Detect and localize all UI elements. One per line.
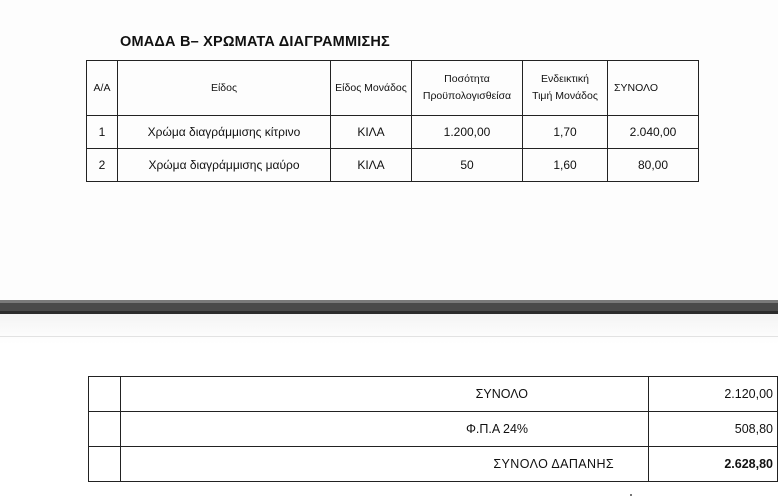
vat-value: 508,80 — [649, 412, 778, 447]
totals-table — [88, 376, 778, 482]
totals-row-grand-total — [89, 447, 778, 482]
row-unit-price: 1,60 — [523, 149, 608, 182]
row-total: 2.040,00 — [608, 116, 699, 149]
subtotal-value: 2.120,00 — [649, 377, 778, 412]
header-price-line2: Τιμή Μονάδος — [532, 90, 598, 102]
header-unit: Είδος Μονάδος — [331, 61, 412, 116]
row-unit: ΚΙΛΑ — [331, 149, 412, 182]
vat-label: Φ.Π.Α 24% — [120, 412, 648, 447]
header-quantity-line2: Προϋπολογισθείσα — [422, 90, 512, 102]
row-quantity: 1.200,00 — [412, 116, 523, 149]
totals-blank-cell — [89, 412, 121, 447]
totals-row-subtotal — [89, 377, 778, 412]
row-quantity: 50 — [412, 149, 523, 182]
header-price-line1: Ενδεικτική — [541, 73, 589, 85]
row-unit: ΚΙΛΑ — [331, 116, 412, 149]
table-header-row — [87, 61, 699, 116]
table-row — [87, 116, 699, 149]
scan-speck — [630, 494, 632, 496]
subtotal-label: ΣΥΝΟΛΟ — [120, 377, 648, 412]
row-item: Χρώμα διαγράμμισης μαύρο — [118, 149, 331, 182]
items-table — [86, 60, 699, 182]
row-item: Χρώμα διαγράμμισης κίτρινο — [118, 116, 331, 149]
row-aa: 2 — [87, 149, 118, 182]
header-quantity-line1: Ποσότητα — [444, 73, 490, 85]
header-quantity — [412, 61, 523, 116]
grand-total-value: 2.628,80 — [649, 447, 778, 482]
header-item: Είδος — [118, 61, 331, 116]
section-title: ΟΜΑΔΑ Β– ΧΡΩΜΑΤΑ ΔΙΑΓΡΑΜΜΙΣΗΣ — [120, 34, 390, 50]
totals-row-vat — [89, 412, 778, 447]
row-unit-price: 1,70 — [523, 116, 608, 149]
header-total: ΣΥΝΟΛΟ — [608, 61, 699, 116]
grand-total-label: ΣΥΝΟΛΟ ΔΑΠΑΝΗΣ — [120, 447, 648, 482]
totals-blank-cell — [89, 447, 121, 482]
row-total: 80,00 — [608, 149, 699, 182]
table-row — [87, 149, 699, 182]
header-aa: Α/Α — [87, 61, 118, 116]
page-divider — [0, 300, 778, 314]
totals-blank-cell — [89, 377, 121, 412]
page-edge-line — [0, 336, 778, 337]
row-aa: 1 — [87, 116, 118, 149]
header-unit-price — [523, 61, 608, 116]
